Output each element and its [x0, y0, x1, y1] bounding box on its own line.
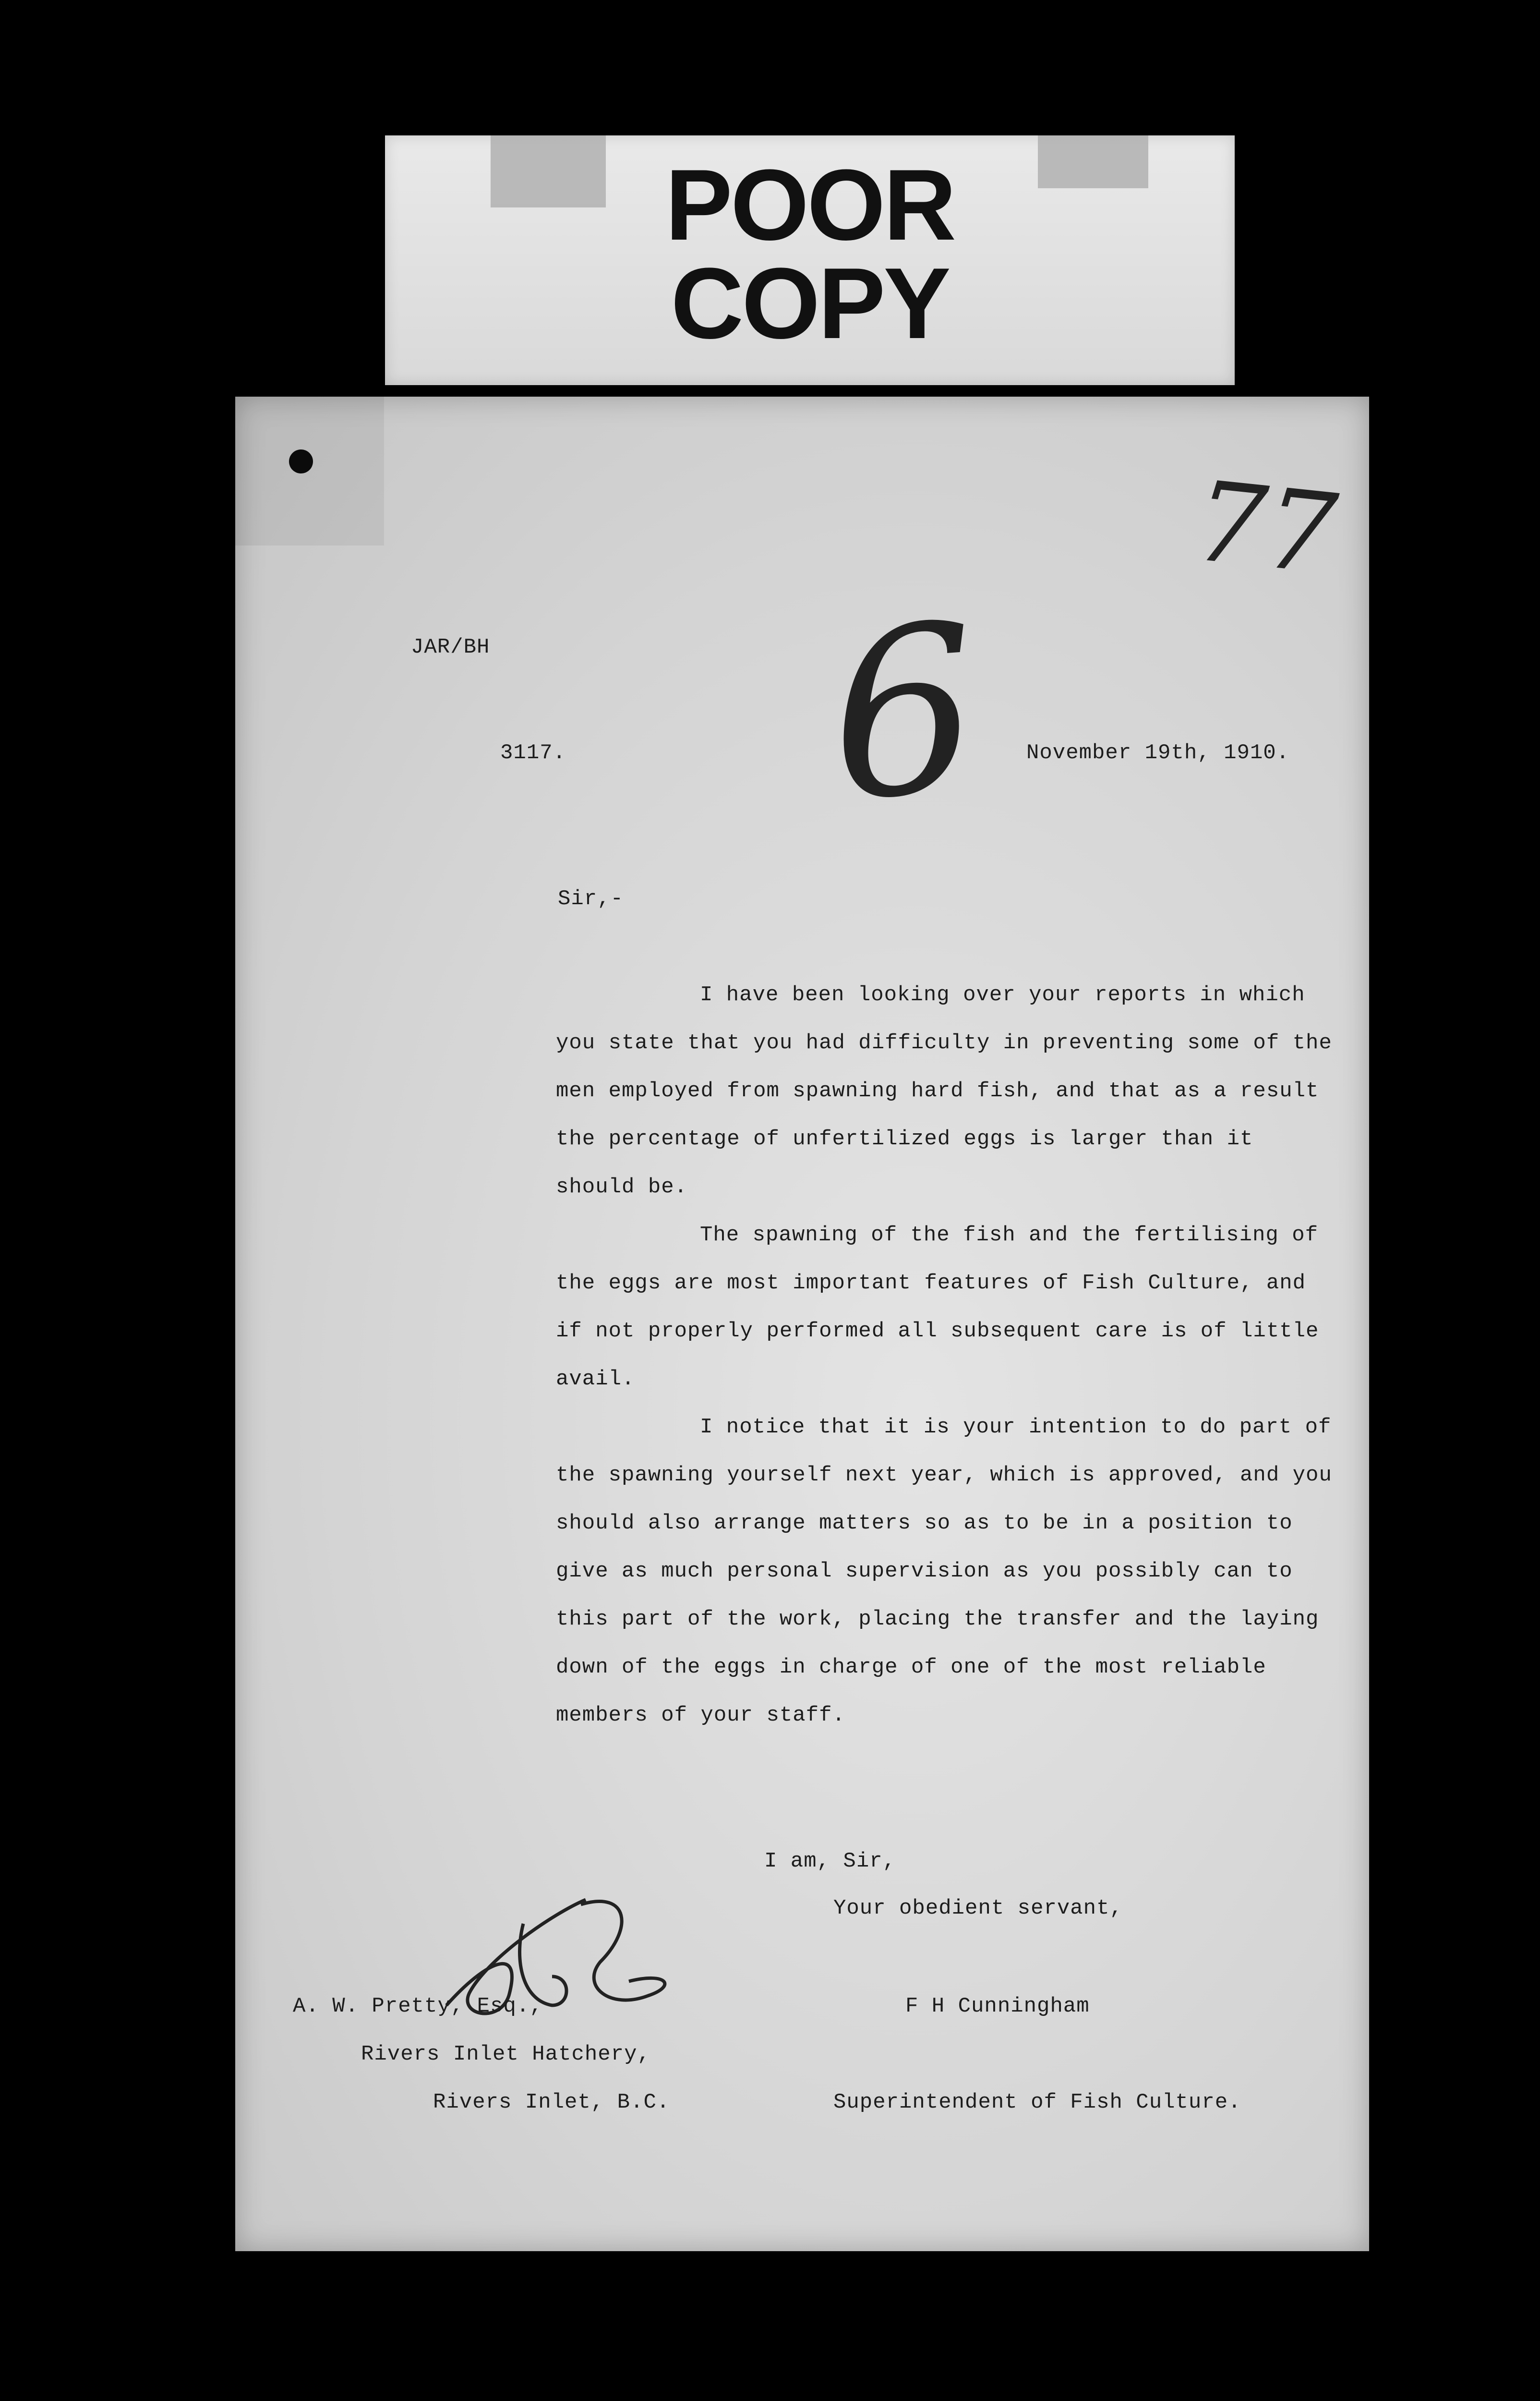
addressee-line-3: Rivers Inlet, B.C.: [433, 2090, 670, 2114]
letter-date: November 19th, 1910.: [1026, 741, 1290, 765]
handwritten-mark: 6: [821, 574, 987, 852]
paragraph-1: I have been looking over your reports in which you state that you had difficulty in preventing some of the men employed from spawning hard fish, and that as a result the percentage of unfertilized eggs is larger than it should be.: [556, 983, 1332, 1199]
corner-shadow: [235, 397, 384, 546]
poor-copy-label: [385, 135, 1235, 385]
signatory-name: F H Cunningham: [905, 1994, 1090, 2018]
closing-line-2: Your obedient servant,: [833, 1896, 1123, 1920]
paragraph-2: The spawning of the fish and the fertilising of the eggs are most important features of Fish Culture, and if not properly performed all subsequent care is of little avail.: [556, 1223, 1319, 1391]
folio-number-handwritten: 77: [1189, 457, 1342, 600]
salutation: Sir,-: [558, 887, 624, 911]
addressee-line-2: Rivers Inlet Hatchery,: [361, 2042, 650, 2066]
closing-line-1: I am, Sir,: [764, 1849, 896, 1873]
poor-copy-line-2: COPY: [671, 247, 949, 360]
letter-body: [556, 971, 1334, 1739]
poor-copy-line-1: POOR: [665, 148, 955, 261]
paragraph-3: I notice that it is your intention to do part of the spawning yourself next year, which is approved, and you should also arrange matters so as to be in a position to give as much personal supervision as you possibly can to this part of the work, placing the transfer and the laying down of the eggs in charge of one of the most reliable members of your staff.: [556, 1415, 1332, 1727]
punch-hole: [289, 449, 313, 473]
reference-initials: JAR/BH: [411, 635, 490, 659]
file-number: 3117.: [500, 741, 566, 765]
letter-page: [235, 397, 1369, 2251]
addressee-line-1: A. W. Pretty, Esq.,: [293, 1994, 543, 2018]
signatory-title: Superintendent of Fish Culture.: [833, 2090, 1241, 2114]
